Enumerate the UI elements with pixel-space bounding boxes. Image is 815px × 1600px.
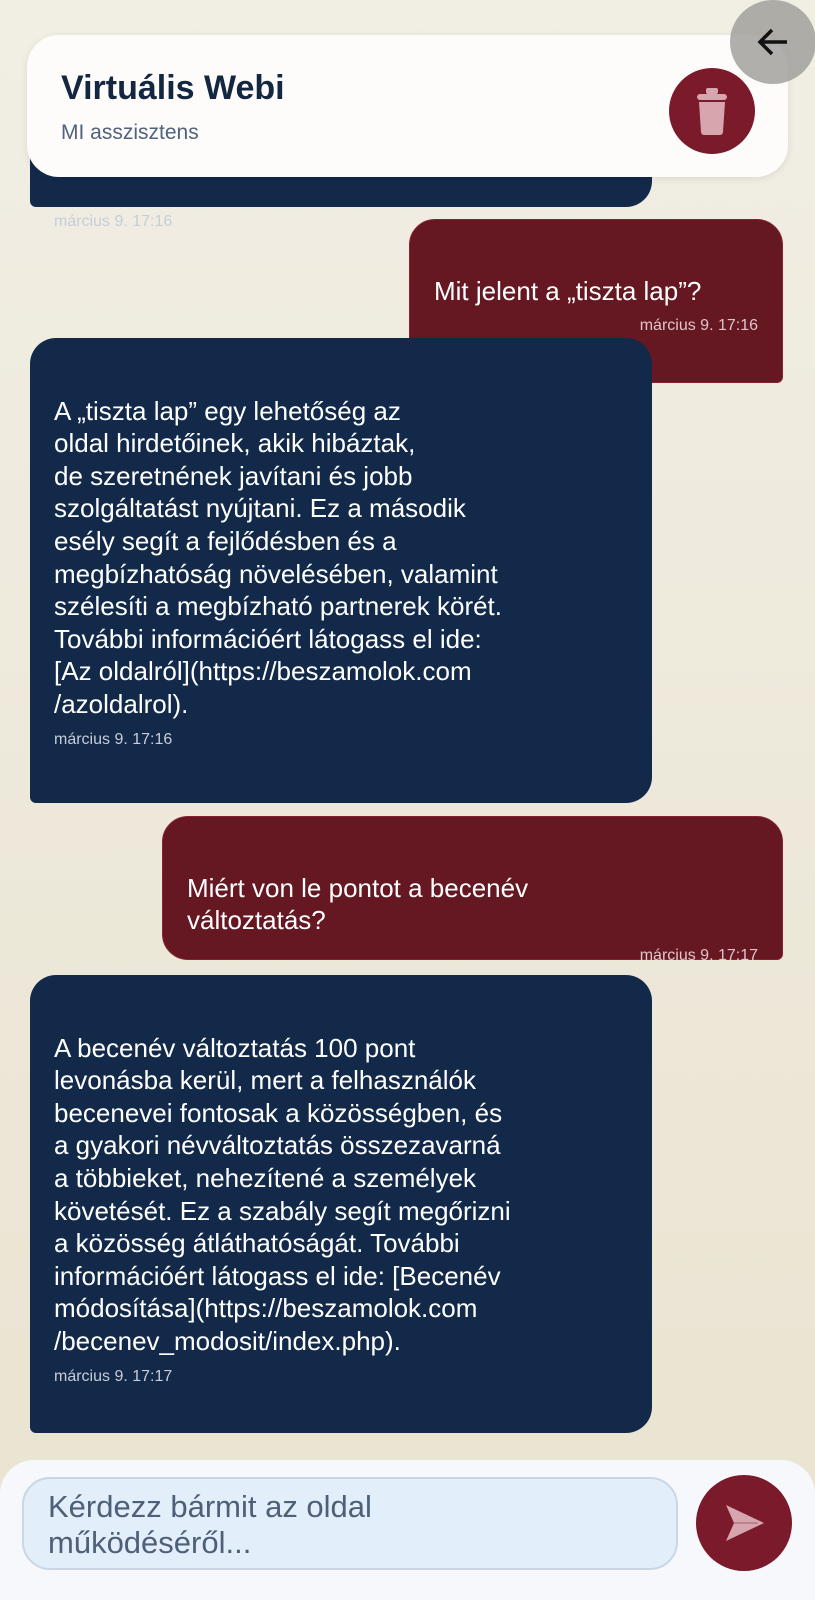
- message-time: március 9. 17:17: [639, 946, 758, 964]
- bot-message: [30, 975, 652, 1433]
- message-time: március 9. 17:17: [54, 1367, 173, 1385]
- message-time: március 9. 17:16: [639, 317, 758, 335]
- back-button[interactable]: [730, 0, 815, 84]
- assistant-subtitle: MI asszisztens: [61, 121, 199, 144]
- chat-header: [27, 35, 788, 177]
- message-time: március 9. 17:16: [54, 730, 173, 748]
- message-composer: [0, 1460, 815, 1600]
- trash-icon: [692, 86, 732, 136]
- message-time: március 9. 17:16: [54, 212, 173, 230]
- message-text: A „tiszta lap” egy lehetőség az oldal hirdetőinek, akik hibáztak, de szeretnének javítani és jobb szolgáltatást nyújtani. Ez a második esély segít a fejlődésben és a megbízhatóság növelésében, valamint szélesíti a megbízható partnerek körét. További információért látogass el ide: [Az oldalról](https://beszamolok.com /azoldalrol).: [54, 395, 503, 719]
- assistant-name: Virtuális Webi: [61, 69, 285, 107]
- user-message: [162, 816, 783, 964]
- message-text: Mit jelent a „tiszta lap”?: [434, 275, 702, 306]
- message-text: Miért von le pontot a becenév változtatás?: [187, 872, 529, 936]
- send-icon: [722, 1503, 766, 1543]
- clear-chat-button[interactable]: [669, 68, 755, 154]
- arrow-left-icon: [753, 22, 793, 62]
- message-text: A becenév változtatás 100 pont levonásba kerül, mert a felhasználók becenevei fontosak a közösségben, és a gyakori névváltoztatás összezavarná a többieket, nehezítené a személyek követését. Ez a szabály segít megőrizni a közösség átláthatóságát. További információért látogass el ide: [Becenév módosítása](https://beszamolok.com /becenev_modosit/index.php).: [54, 1032, 511, 1356]
- message-input[interactable]: Kérdezz bármit az oldal működéséről...: [22, 1477, 678, 1570]
- send-button[interactable]: [696, 1475, 792, 1571]
- bot-message: [30, 338, 652, 803]
